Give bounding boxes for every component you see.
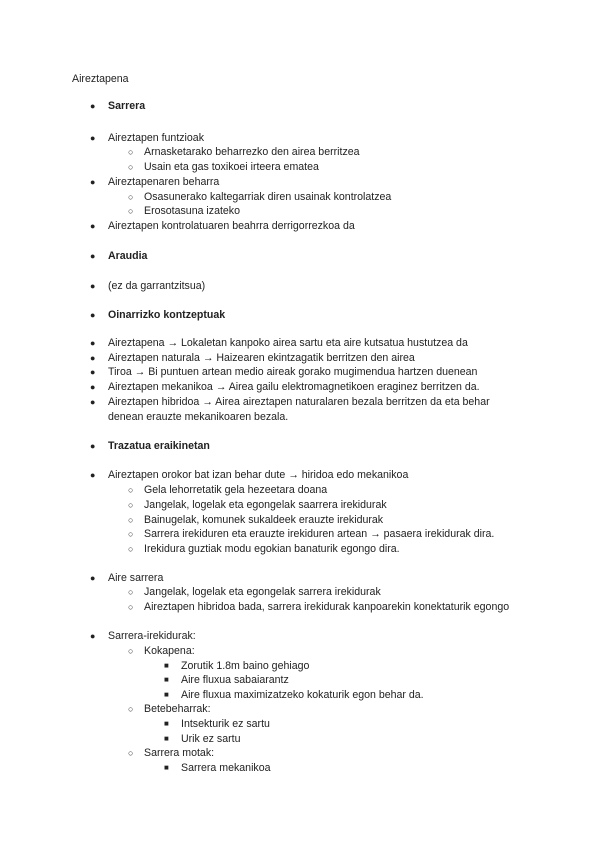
bullet-icon: ● <box>90 281 96 291</box>
list-item-text: Sarrera irekiduren eta erauzte irekiduren artean → pasaera irekidurak dira. <box>144 528 495 540</box>
list-item-text: Aireztapen mekanikoa → Airea gailu elektromagnetikoen eraginez berritzen da. <box>108 381 480 393</box>
list-item-text: Aireztapen hibridoa bada, sarrera irekidurak kanpoarekin konektaturik egongo <box>144 601 510 613</box>
list-item-text: Zorutik 1.8m baino gehiago <box>181 660 310 672</box>
list-item-text: Jangelak, logelak eta egongelak sarrera irekidurak <box>144 586 381 598</box>
list-item-text: Gela lehorretatik gela hezeetara doana <box>144 484 328 496</box>
circle-bullet-icon: ○ <box>128 529 134 539</box>
list-item-text: Osasunerako kaltegarriak diren usainak kontrolatzea <box>144 191 392 203</box>
circle-bullet-icon: ○ <box>128 500 134 510</box>
bullet-icon: ● <box>90 251 96 261</box>
list-item-text: Sarrera motak: <box>144 747 215 759</box>
list-item-text: Aireztapen hibridoa → Airea aireztapen naturalaren bezala berritzen da eta behar <box>108 396 490 408</box>
bullet-icon: ● <box>90 338 96 348</box>
square-bullet-icon: ■ <box>164 763 169 772</box>
circle-bullet-icon: ○ <box>128 147 134 157</box>
heading-text: Araudia <box>108 250 148 262</box>
list-item-text: Aireztapena → Lokaletan kanpoko airea sartu eta aire kutsatua hustutzea da <box>108 337 468 349</box>
heading-text: Oinarrizko kontzeptuak <box>108 309 226 321</box>
circle-bullet-icon: ○ <box>128 192 134 202</box>
circle-bullet-icon: ○ <box>128 515 134 525</box>
bullet-icon: ● <box>90 101 96 111</box>
list-item-text: Sarrera mekanikoa <box>181 762 271 774</box>
circle-bullet-icon: ○ <box>128 602 134 612</box>
list-item-text: Aireztapen naturala → Haizearen ekintzagatik berritzen den airea <box>108 352 415 364</box>
circle-bullet-icon: ○ <box>128 485 134 495</box>
list-item-text: Arnasketarako beharrezko den airea berritzea <box>144 146 360 158</box>
bullet-icon: ● <box>90 310 96 320</box>
square-bullet-icon: ■ <box>164 719 169 728</box>
list-item-text: Kokapena: <box>144 645 195 657</box>
page-title: Aireztapena <box>72 73 129 85</box>
list-item-text: Usain eta gas toxikoei irteera ematea <box>144 161 319 173</box>
circle-bullet-icon: ○ <box>128 704 134 714</box>
list-item-text: Aireztapenaren beharra <box>108 176 220 188</box>
circle-bullet-icon: ○ <box>128 587 134 597</box>
list-item-text: Bainugelak, komunek sukaldeek erauzte irekidurak <box>144 514 384 526</box>
list-item-text: Jangelak, logelak eta egongelak saarrera irekidurak <box>144 499 387 511</box>
bullet-icon: ● <box>90 631 96 641</box>
bullet-icon: ● <box>90 397 96 407</box>
list-item-text: Aireztapen funtzioak <box>108 132 204 144</box>
heading-text: Trazatua eraikinetan <box>108 440 210 452</box>
bullet-icon: ● <box>90 470 96 480</box>
circle-bullet-icon: ○ <box>128 544 134 554</box>
square-bullet-icon: ■ <box>164 661 169 670</box>
bullet-icon: ● <box>90 177 96 187</box>
square-bullet-icon: ■ <box>164 675 169 684</box>
circle-bullet-icon: ○ <box>128 646 134 656</box>
square-bullet-icon: ■ <box>164 734 169 743</box>
heading-text: Sarrera <box>108 100 146 112</box>
list-item-text: (ez da garrantzitsua) <box>108 280 206 292</box>
list-item-text: Aireztapen orokor bat izan behar dute → hiridoa edo mekanikoa <box>108 469 409 481</box>
bullet-icon: ● <box>90 382 96 392</box>
bullet-icon: ● <box>90 441 96 451</box>
square-bullet-icon: ■ <box>164 690 169 699</box>
list-item-text: Aire fluxua maximizatzeko kokaturik egon behar da. <box>181 689 424 701</box>
circle-bullet-icon: ○ <box>128 748 134 758</box>
circle-bullet-icon: ○ <box>128 206 134 216</box>
list-item-text: Sarrera-irekidurak: <box>108 630 196 642</box>
list-item-text: Urik ez sartu <box>181 733 241 745</box>
list-item-text: Aireztapen kontrolatuaren beahrra derrigorrezkoa da <box>108 220 355 232</box>
list-item-text: Aire sarrera <box>108 572 164 584</box>
list-item-text: Irekidura guztiak modu egokian banaturik egongo dira. <box>144 543 400 555</box>
list-item-text: Betebeharrak: <box>144 703 211 715</box>
bullet-icon: ● <box>90 353 96 363</box>
list-item-text: Aire fluxua sabaiarantz <box>181 674 289 686</box>
bullet-icon: ● <box>90 221 96 231</box>
circle-bullet-icon: ○ <box>128 162 134 172</box>
list-item-text: denean erauzte mekanikoaren bezala. <box>108 411 289 423</box>
bullet-icon: ● <box>90 367 96 377</box>
bullet-icon: ● <box>90 133 96 143</box>
list-item-text: Intsekturik ez sartu <box>181 718 270 730</box>
list-item-text: Erosotasuna izateko <box>144 205 240 217</box>
list-item-text: Tiroa → Bi puntuen artean medio aireak gorako mugimendua hartzen duenean <box>108 366 478 378</box>
bullet-icon: ● <box>90 573 96 583</box>
